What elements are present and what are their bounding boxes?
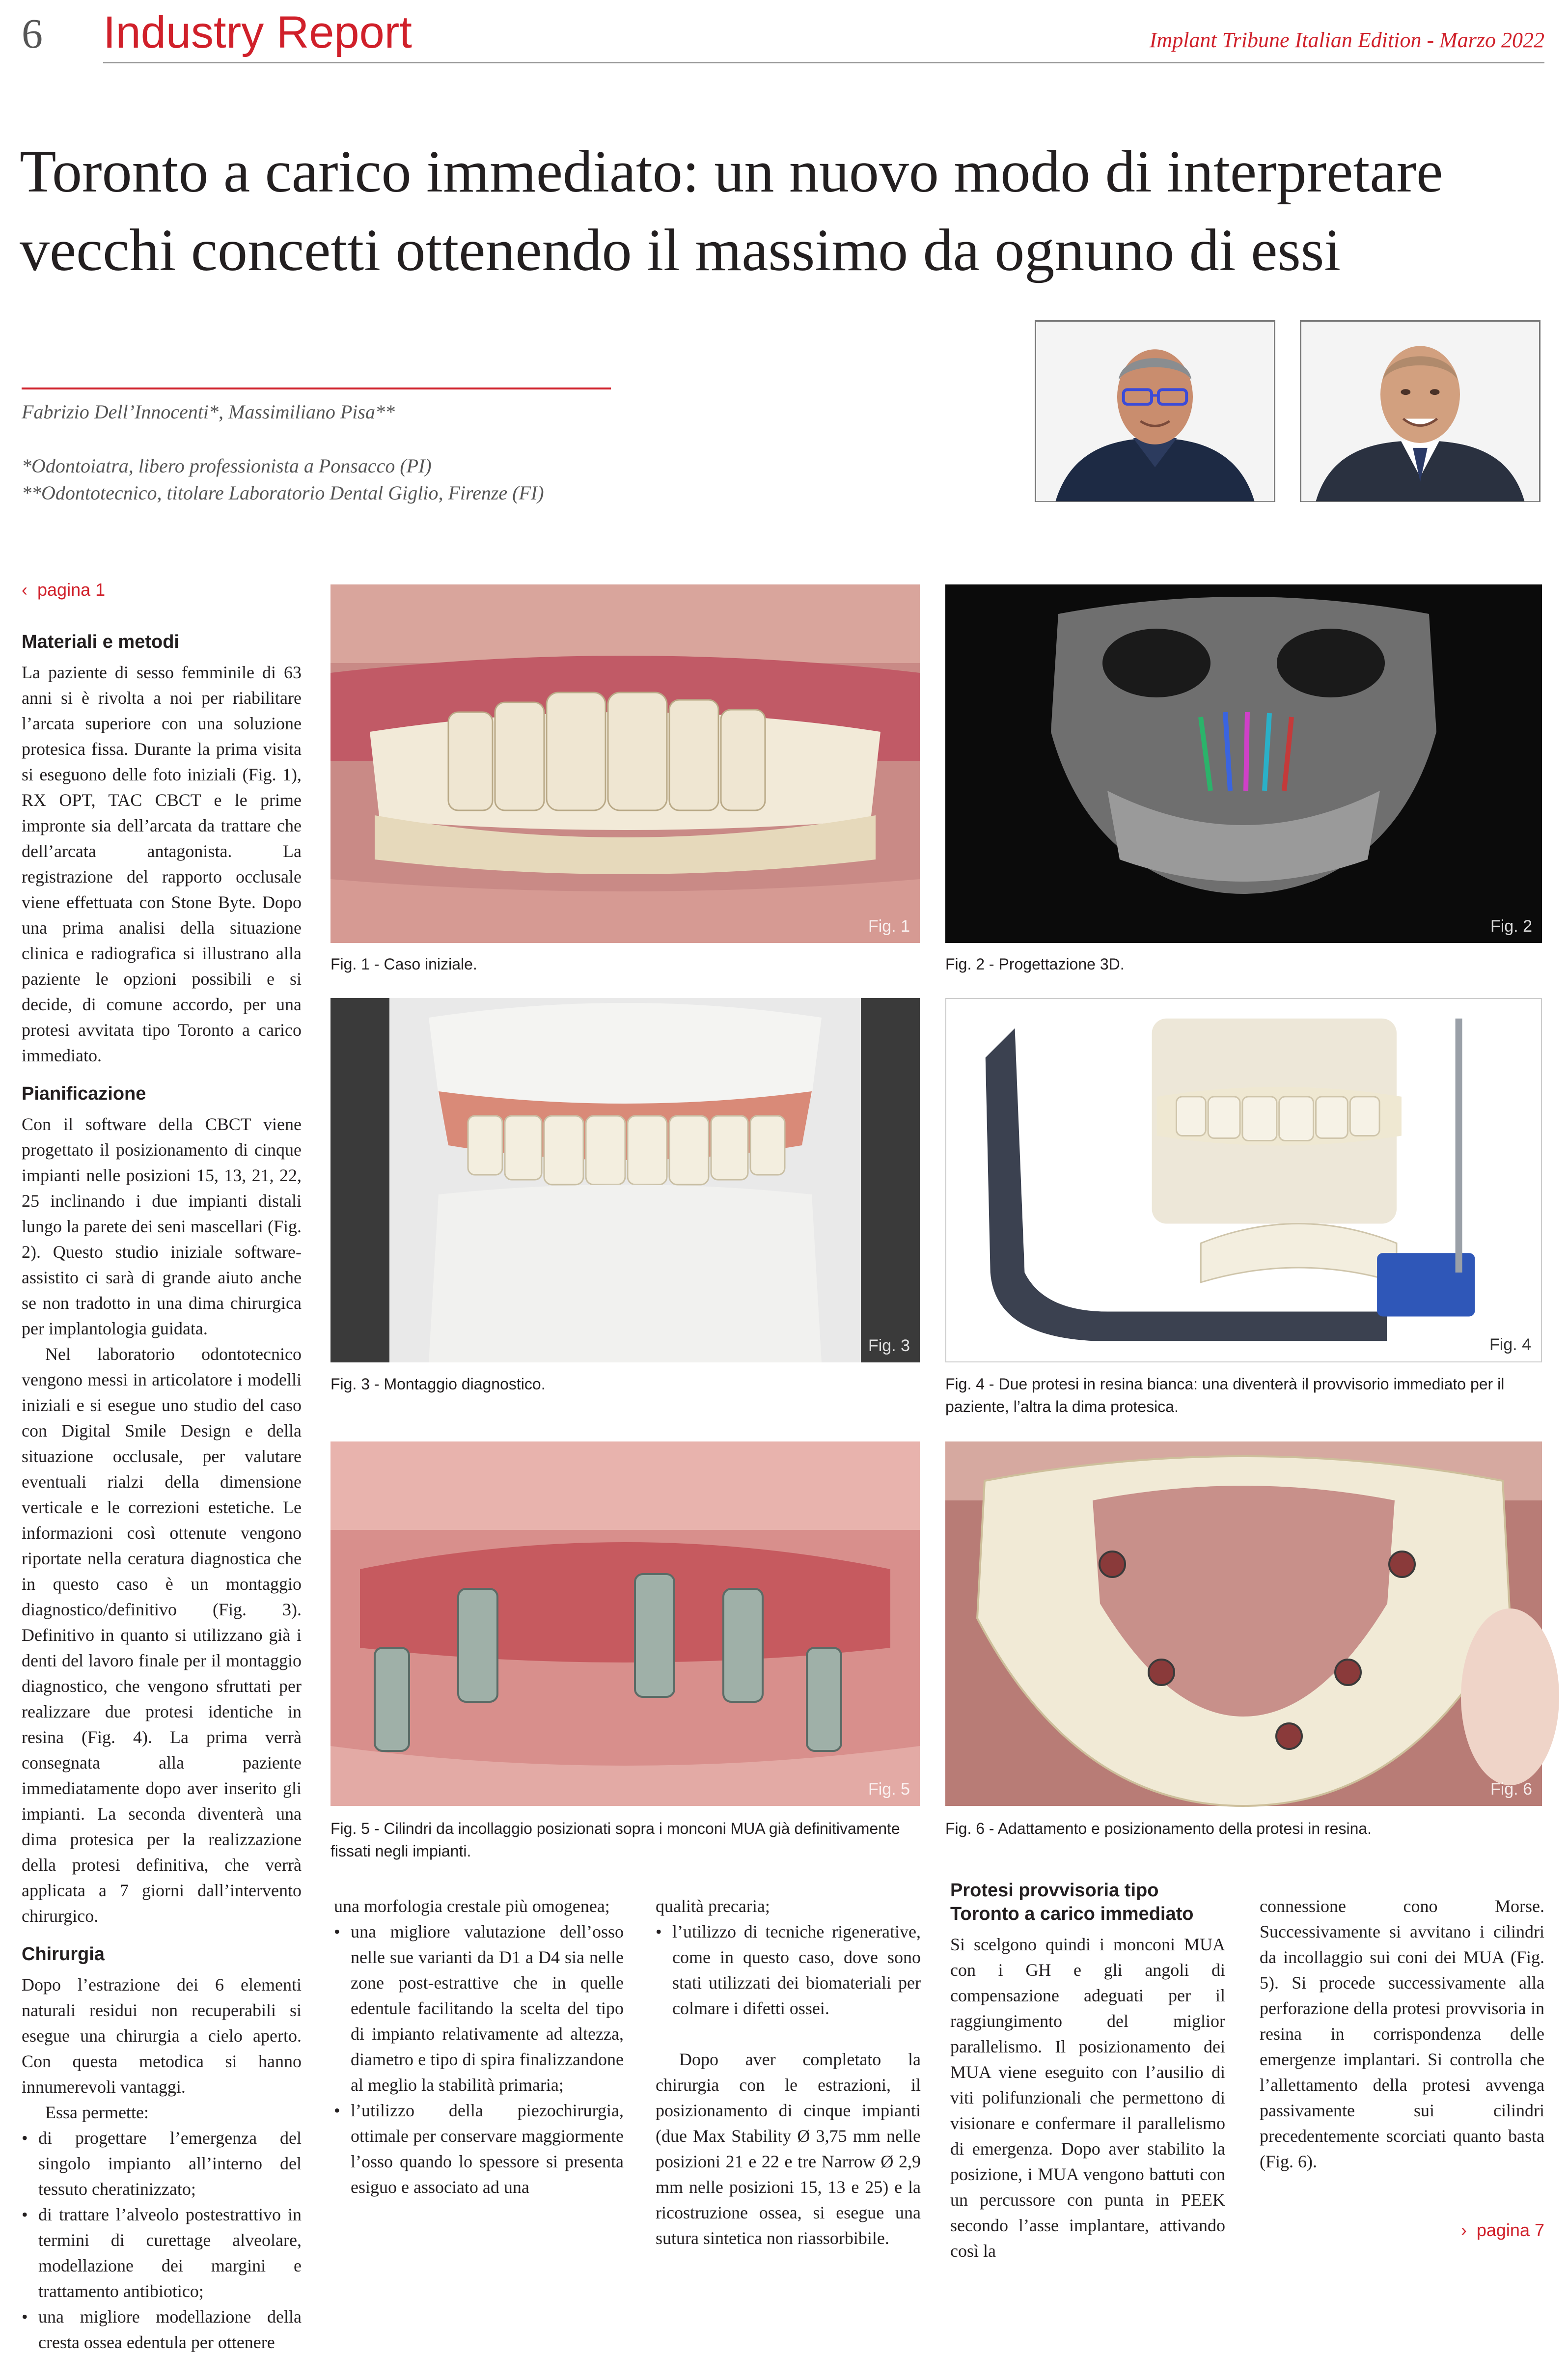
figure-1-caption: Fig. 1 - Caso iniziale. xyxy=(330,955,477,973)
paragraph: Essa permette: xyxy=(45,2103,149,2122)
list-item: • una migliore valutazione dell’osso nelle sue varianti da D1 a D4 sia nelle zone post-estrattive che in quelle edentule facilitando la scelta del tipo di impianto relativamente ad altezza, diametro e tipo di spira finalizzandone al meglio la stabilità primaria; xyxy=(334,1919,624,2098)
list-item: • l’utilizzo della piezochirurgia, ottimale per conservare maggiormente l’osso quando lo spessore si presenta esiguo e associato ad una xyxy=(334,2098,624,2200)
author-portrait-1 xyxy=(1035,320,1275,502)
bullet-list xyxy=(22,2125,302,2355)
figure-label: Fig. 6 xyxy=(1490,1780,1532,1799)
figure-3-caption: Fig. 3 - Montaggio diagnostico. xyxy=(330,1375,546,1393)
author-portrait-2 xyxy=(1300,320,1540,502)
figure-4-caption: Fig. 4 - Due protesi in resina bianca: una diventerà il provvisorio immediato per il paziente, l’altra la dima protesica. xyxy=(945,1375,1505,1415)
figure-4-photo xyxy=(945,998,1542,1362)
figure-1-photo xyxy=(330,584,920,943)
heading-protesi: Protesi provvisoria tipo Toronto a carico immediato xyxy=(950,1880,1194,1924)
column-b xyxy=(334,1893,624,2200)
figure-label: Fig. 4 xyxy=(1489,1335,1531,1354)
title-rule xyxy=(22,388,611,389)
section-title: Industry Report xyxy=(103,7,412,57)
affiliation-1: *Odontoiatra, libero professionista a Ponsacco (PI) xyxy=(22,455,432,477)
page-number: 6 xyxy=(22,10,43,57)
paragraph: Nel laboratorio odontotecnico vengono messi in articolatore i modelli iniziali e si esegue uno studio del caso con Digital Smile Design e della situazione occlusale, per valutare eventuali rialzi della dimensione verticale e le correzioni estetiche. Le informazioni così ottenute vengono riportate nella ceratura diagnostica che in questo caso è un montaggio diagnostico/definitivo (Fig. 3). Definitivo in quanto si utilizzano già i denti del lavoro finale per il montaggio diagnostico, che vengono sfruttati per realizzare due protesi identiche in resina (Fig. 4). La prima verrà consegnata alla paziente immediatamente dopo aver inserito gli impianti. La seconda diventerà una dima protesica per la realizzazione della protesi definitiva, che verrà applicata a 7 giorni dall’intervento chirurgico. xyxy=(22,1344,302,1926)
paragraph: Si scelgono quindi i monconi MUA con i GH e gli angoli di compensazione adeguati per il raggiungimento del miglior parallelismo. Il posizionamento dei MUA viene eseguito con l’ausilio di viti polifunzionali che permettono di visionare e confermare il parallelismo di emergenza. Dopo aver stabilito la posizione, i MUA vengono battuti con un percussore con punta in PEEK secondo l’asse implantare, attivando così la xyxy=(950,1935,1225,2261)
list-item: • l’utilizzo di tecniche rigenerative, come in questo caso, dove sono stati utilizzati dei biomateriali per colmare i difetti ossei. xyxy=(656,1919,921,2021)
prev-page-link[interactable]: ‹ pagina 1 xyxy=(22,580,106,600)
paragraph: Con il software della CBCT viene progettato il posizionamento di cinque impianti nelle posizioni 15, 13, 21, 22, 25 inclinando i due impianti distali lungo la parete dei seni mascellari (Fig. 2). Questo studio iniziale software-assistito ci sarà di grande aiuto anche se non tradotto in una dima chirurgica per implantologia guidata. xyxy=(22,1114,302,1338)
publication-line: Implant Tribune Italian Edition - Marzo 2022 xyxy=(1149,28,1544,52)
column-e xyxy=(1260,1893,1544,2174)
affiliation-2: **Odontotecnico, titolare Laboratorio Dental Giglio, Firenze (FI) xyxy=(22,482,544,504)
left-column xyxy=(22,616,302,2355)
heading-chirurgia: Chirurgia xyxy=(22,1944,105,1965)
column-d xyxy=(950,1879,1225,2264)
paragraph: Dopo l’estrazione dei 6 elementi naturali residui non recuperabili si esegue una chirurgia a cielo aperto. Con questa metodica si hanno innumerevoli vantaggi. xyxy=(22,1975,302,2097)
figure-label: Fig. 3 xyxy=(868,1336,910,1355)
figure-2-render xyxy=(945,584,1542,943)
list-item-continued: una morfologia crestale più omogenea; xyxy=(334,1896,610,1916)
column-c xyxy=(656,1893,921,2251)
bullet-list xyxy=(656,1893,921,2021)
chevron-left-icon: ‹ xyxy=(22,580,28,600)
paragraph: connessione cono Morse. Successivamente si avvitano i cilindri da incollaggio sui coni dei MUA (Fig. 5). Si procede successivamente alla perforazione della protesi provvisoria in resina in corrispondenza delle emergenze implantari. Si controlla che l’allettamento della protesi avvenga passivamente sui cilindri precedentemente scorciati quanto basta (Fig. 6). xyxy=(1260,1896,1544,2171)
header-rule xyxy=(103,62,1544,63)
article-title: Toronto a carico immediato: un nuovo modo di interpretare vecchi concetti ottenendo il massimo da ognuno di essi xyxy=(20,139,1443,283)
list-item: • una migliore modellazione della cresta ossea edentula per ottenere xyxy=(22,2304,302,2355)
list-item-continued: qualità precaria; xyxy=(656,1896,770,1916)
bullet-list xyxy=(334,1893,624,2200)
figure-6-photo xyxy=(945,1441,1542,1806)
figure-5-caption: Fig. 5 - Cilindri da incollaggio posizionati sopra i monconi MUA già definitivamente fissati negli impianti. xyxy=(330,1820,900,1860)
figure-2-caption: Fig. 2 - Progettazione 3D. xyxy=(945,955,1125,973)
list-item: • di progettare l’emergenza del singolo impianto all’interno del tessuto cheratinizzato; xyxy=(22,2125,302,2202)
figure-3-photo xyxy=(330,998,920,1362)
figure-label: Fig. 2 xyxy=(1490,917,1532,936)
figure-label: Fig. 1 xyxy=(868,917,910,936)
figure-label: Fig. 5 xyxy=(868,1780,910,1799)
heading-pianificazione: Pianificazione xyxy=(22,1083,146,1104)
paragraph: Dopo aver completato la chirurgia con le estrazioni, il posizionamento di cinque impianti (due Max Stability Ø 3,75 mm nelle posizioni 21 e 22 e tre Narrow Ø 2,9 mm nelle posizioni 15, 13 e 25) e la ricostruzione ossea, si esegue una sutura sintetica non riassorbibile. xyxy=(656,2050,921,2248)
figure-6-caption: Fig. 6 - Adattamento e posizionamento della protesi in resina. xyxy=(945,1820,1372,1837)
figure-5-photo xyxy=(330,1441,920,1806)
chevron-right-icon: › xyxy=(1460,2220,1467,2240)
authors: Fabrizio Dell’Innocenti*, Massimiliano Pisa** xyxy=(22,401,395,423)
heading-materiali: Materiali e metodi xyxy=(22,632,179,652)
paragraph: La paziente di sesso femminile di 63 anni si è rivolta a noi per riabilitare l’arcata superiore con una soluzione protesica fissa. Durante la prima visita si eseguono delle foto iniziali (Fig. 1), RX OPT, TAC CBCT e le prime impronte sia dell’arcata da trattare che dell’arcata antagonista. La registrazione del rapporto occlusale viene effettuata con Stone Byte. Dopo una prima analisi della situazione clinica e radiografica si illustrano alla paziente le opzioni possibili e si decide, di comune accordo, per una protesi avvitata tipo Toronto a carico immediato. xyxy=(22,663,302,1065)
list-item: • di trattare l’alveolo postestrattivo in termini di curettage alveolare, modellazione dei margini e trattamento antibiotico; xyxy=(22,2202,302,2304)
next-page-link[interactable]: › pagina 7 xyxy=(1460,2220,1544,2240)
